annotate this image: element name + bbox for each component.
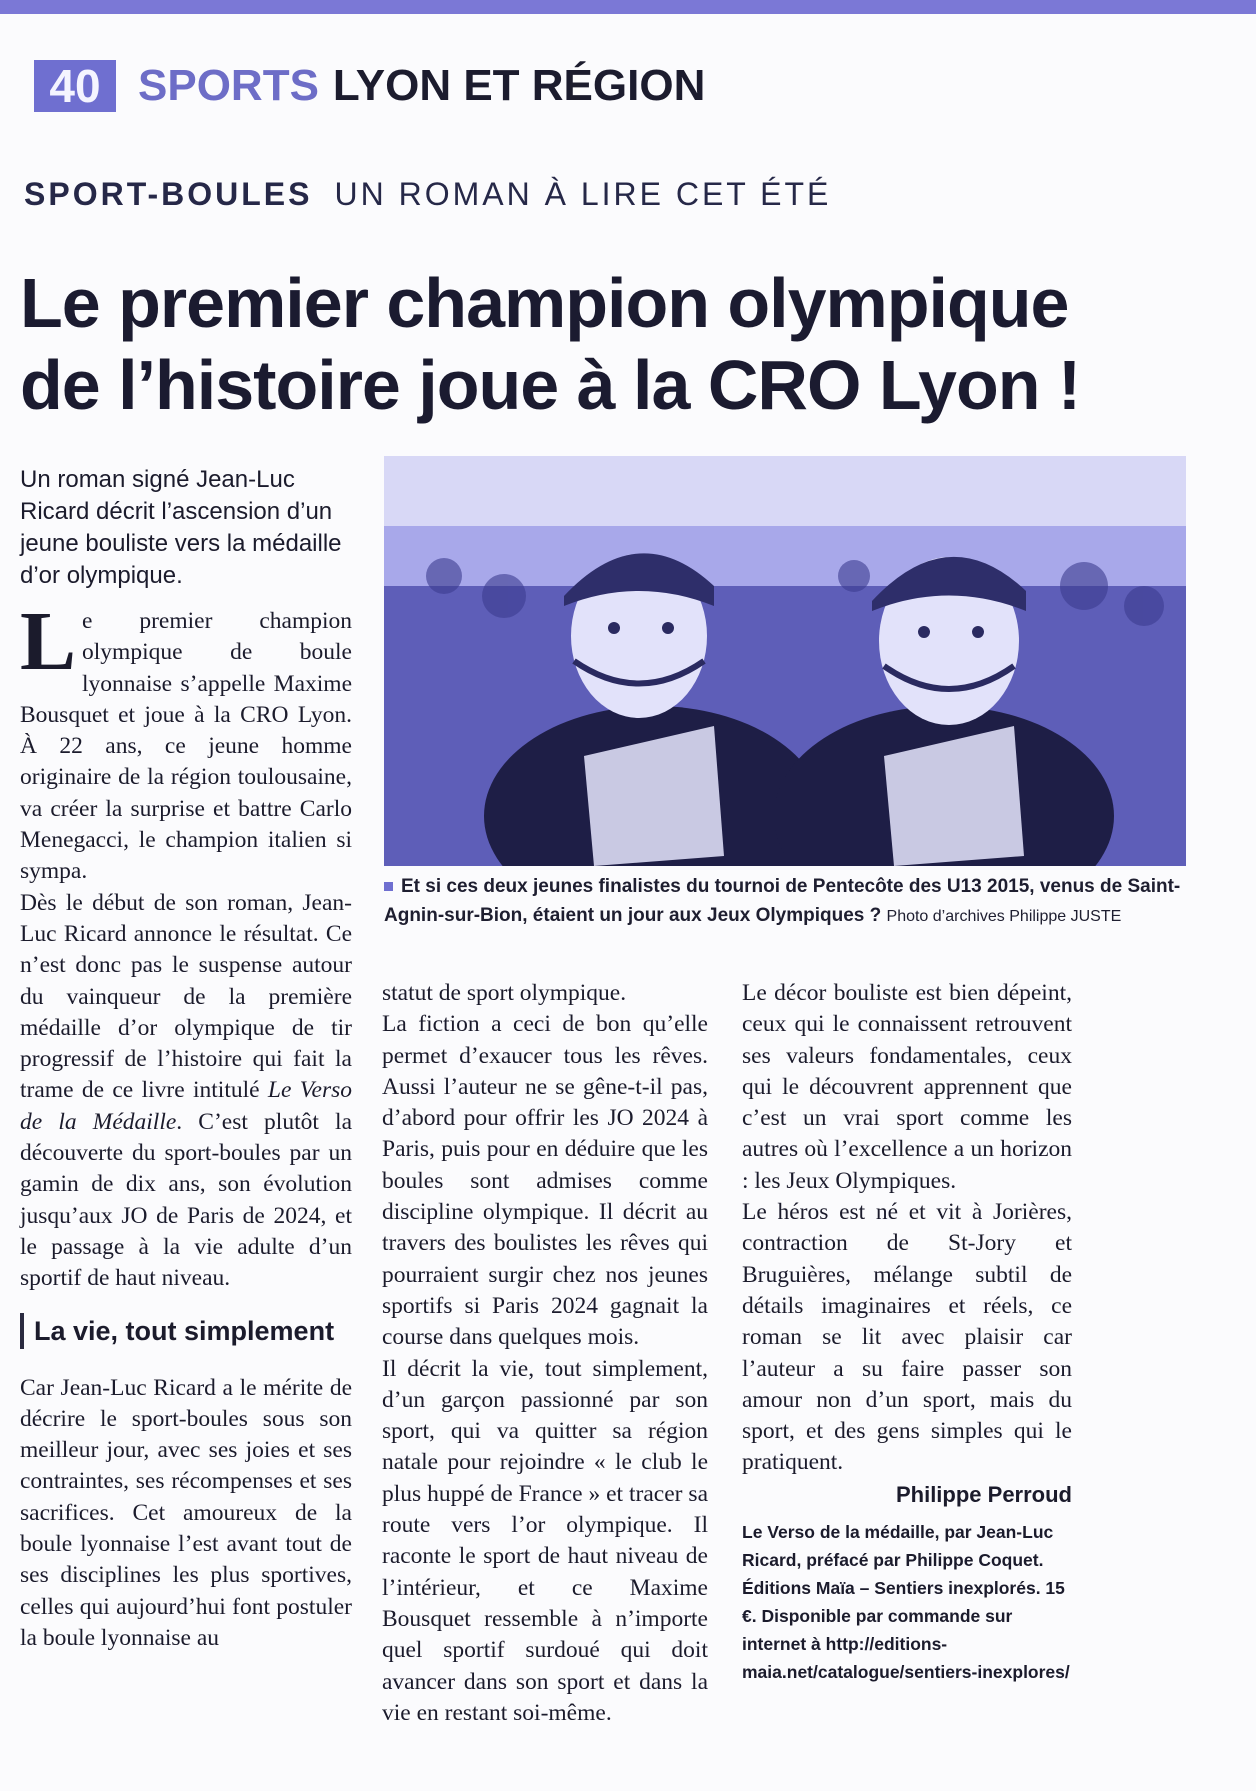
- headline-line-1: Le premier champion olympique: [20, 264, 1069, 342]
- paragraph-1: [20, 595, 352, 888]
- paragraph-1-text: e premier champion olympique de boule lyonnaise s’appelle Maxime Bousquet et joue à la CRO Lyon. À 22 ans, ce jeune homme originaire de la région toulousaine, va créer la surprise et battre Carlo Menegacci, le champion italien si sympa.: [20, 608, 352, 885]
- paragraph-2: [20, 888, 352, 1295]
- paragraph-8: Le héros est né et vit à Jorières, contraction de St-Jory et Bruguières, mélange subtil de détails imaginaires et réels, ce roman se lit avec plaisir car l’auteur a su faire passer son amour non d’un sport, mais du sport, et des gens simples qui le pratiquent.: [742, 1199, 1072, 1476]
- author-signature: Philippe Perroud: [895, 1481, 1072, 1507]
- top-color-bar: [0, 0, 1256, 14]
- paragraph-2-text-a: Dès le début de son roman, Jean-Luc Ricard annonce le résultat. Ce n’est donc pas le suspense autour du vainqueur de la première médaille d’or olympique de tir progressif de l’histoire qui fait la trame de ce livre intitulé: [20, 889, 352, 1104]
- section-header: [138, 60, 705, 112]
- paragraph-5: La fiction a ceci de bon qu’elle permet d’exaucer tous les rêves. Aussi l’auteur ne se gêne-t-il pas, d’abord pour offrir les JO 2024 à Paris, puis pour en déduire que les boules sont admises comme discipline olympique. Il décrit au travers des boulistes les rêves qui pourraient surgir chez nos jeunes sportifs si Paris 2024 gagnait la course dans quelques mois.: [382, 1011, 708, 1351]
- section-label: SPORTS: [138, 61, 319, 110]
- headline: [20, 262, 1220, 426]
- paragraph-7: Le décor bouliste est bien dépeint, ceux qui le connaissent retrouvent ses valeurs fondamentales, ceux qui le découvrent apprennent que c’est un vrai sport comme les autres où l’excellence a un horizon : les Jeux Olympiques.: [742, 980, 1072, 1194]
- photo-caption: [384, 872, 1184, 931]
- headline-line-2: de l’histoire joue à la CRO Lyon !: [20, 346, 1081, 424]
- kicker-tag: SPORT-BOULES: [24, 176, 313, 212]
- article-column-2: [382, 978, 708, 1729]
- subsection-label: LYON ET RÉGION: [332, 61, 706, 110]
- article-lead: Un roman signé Jean-Luc Ricard décrit l’ascension d’un jeune bouliste vers la médaille d’or olympique.: [20, 466, 342, 589]
- paragraph-2-text-b: . C’est plutôt la découverte du sport-boules par un gamin de dix ans, son évolution jusqu’aux JO de Paris de 2024, et le passage à la vie adulte d’un sportif de haut niveau.: [20, 1108, 352, 1292]
- photo-two-young-players: [384, 456, 1186, 866]
- subheading: La vie, tout simplement: [20, 1313, 352, 1349]
- caption-bullet-icon: [384, 882, 393, 891]
- drop-cap: L: [20, 595, 77, 688]
- paragraph-3: Car Jean-Luc Ricard a le mérite de décrire le sport-boules sous son meilleur jour, avec ses joies et ses contraintes, ses récompenses et ses sacrifices. Cet amoureux de la boule lyonnaise l’est avant tout de ses disciplines les plus sportives, celles qui aujourd’hui font postuler la boule lyonnaise au: [20, 1374, 352, 1651]
- book-title: Le Verso de la Médaille: [20, 1077, 352, 1135]
- paragraph-6: Il décrit la vie, tout simplement, d’un garçon passionné par son sport, qui va quitter sa région natale pour rejoindre « le club le plus huppé de France » et tracer sa route vers l’or olympique. Il raconte le sport de haut niveau de l’intérieur, et ce Maxime Bousquet ressemble à n’importe quel sportif surdoué qui doit avancer dans son sport et dans la vie en restant soi-même.: [382, 1355, 708, 1726]
- caption-text: Et si ces deux jeunes finalistes du tournoi de Pentecôte des U13 2015, venus de Saint-Agnin-sur-Bion, étaient un jour aux Jeux Olympiques ?: [384, 876, 1181, 926]
- article-column-3: [742, 978, 1072, 1686]
- paragraph-4: statut de sport olympique.: [382, 980, 627, 1006]
- book-info-note: Le Verso de la médaille, par Jean-Luc Ricard, préfacé par Philippe Coquet. Éditions Maïa – Sentiers inexplorés. 15 €. Disponible par commande sur internet à http://editions-maia.net/catalogue/sentiers-inexplores/: [742, 1522, 1070, 1683]
- article-photo: [384, 456, 1186, 866]
- kicker: [24, 176, 831, 213]
- photo-credit: Photo d’archives Philippe JUSTE: [886, 908, 1122, 925]
- article-column-1: [20, 464, 352, 1654]
- page-number: 40: [34, 60, 116, 112]
- kicker-text: UN ROMAN À LIRE CET ÉTÉ: [334, 176, 832, 212]
